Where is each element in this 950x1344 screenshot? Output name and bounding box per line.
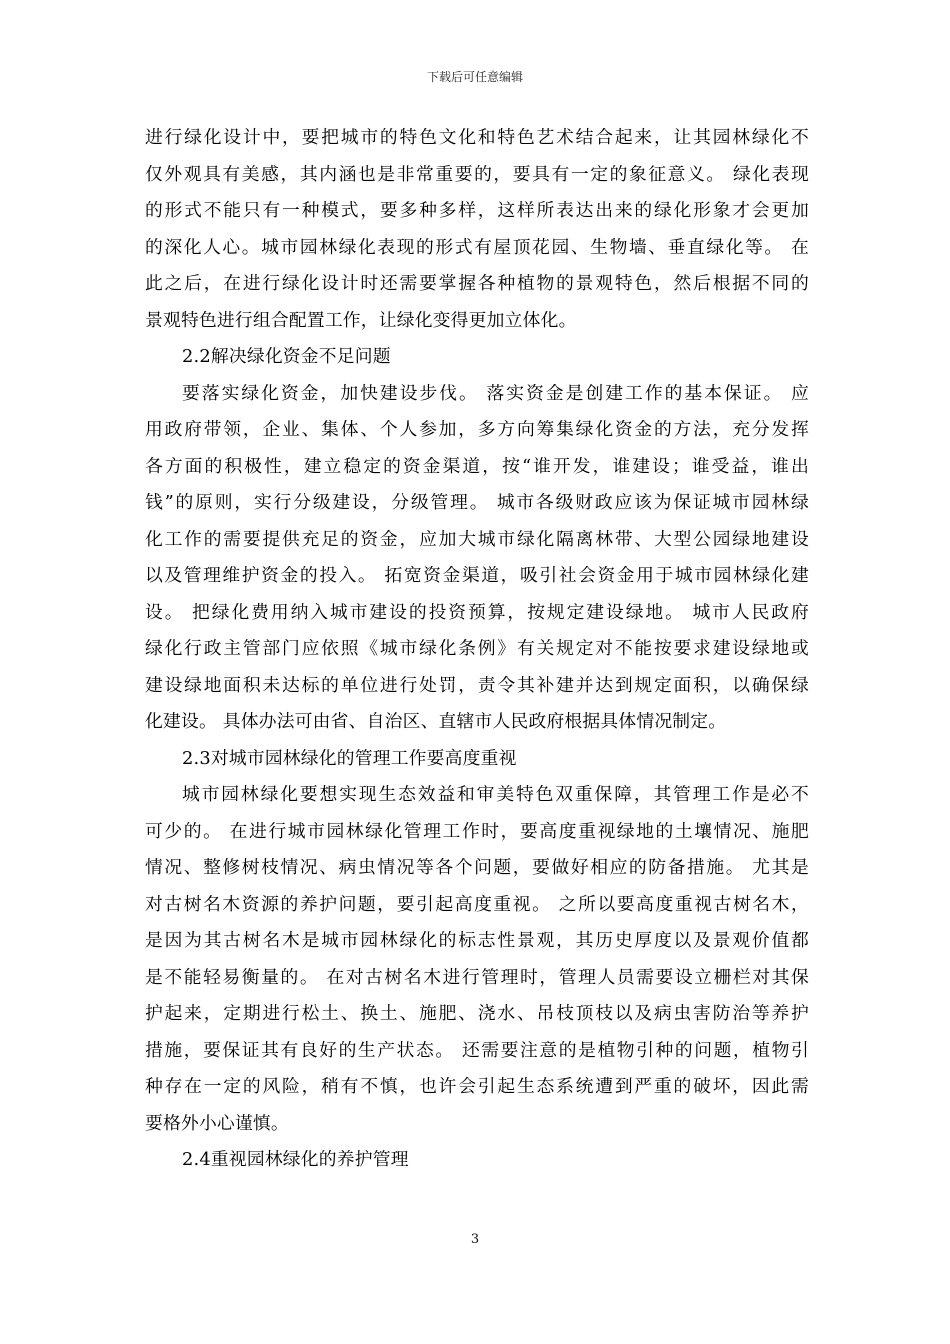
text-line: 化工作的需要提供充足的资金，应加大城市绿化隔离林带、大型公园绿地建设 bbox=[145, 528, 809, 550]
text-line: 是因为其古树名木是城市园林绿化的标志性景观，其历史厚度以及景观价值都 bbox=[145, 930, 809, 951]
header-note: 下载后可任意编辑 bbox=[426, 70, 523, 84]
text-line: 建设绿地面积未达标的单位进行处罚，责令其补建并达到规定面积，以确保绿 bbox=[145, 674, 809, 696]
text-line: 此之后，在进行绿化设计时还需要掌握各种植物的景观特色，然后根据不同的 bbox=[145, 273, 809, 294]
text-line: 设。 把绿化费用纳入城市建设的投资预算，按规定建设绿地。 城市人民政府 bbox=[145, 601, 809, 623]
text-line: 用政府带领，企业、集体、个人参加，多方向筹集绿化资金的方法，充分发挥 bbox=[145, 419, 809, 440]
body-text bbox=[145, 120, 809, 1179]
text-line: 以及管理维护资金的投入。 拓宽资金渠道，吸引社会资金用于城市园林绿化建 bbox=[145, 565, 809, 586]
text-line: 护起来，定期进行松土、换土、施肥、浇水、吊枝顶枝以及病虫害防治等养护 bbox=[145, 1003, 809, 1024]
text-line: 景观特色进行组合配置工作，让绿化变得更加立体化。 bbox=[145, 309, 577, 331]
text-line: 情况、整修树枝情况、病虫情况等各个问题，要做好相应的防备措施。 尤其是 bbox=[145, 857, 809, 878]
text-line: 城市园林绿化要想实现生态效益和审美特色双重保障，其管理工作是必不 bbox=[182, 784, 809, 805]
text-line: 的深化人心。城市园林绿化表现的形式有屋顶花园、生物墙、垂直绿化等。 在 bbox=[145, 236, 809, 258]
text-line: 种存在一定的风险，稍有不慎，也许会引起生态系统遭到严重的破坏，因此需 bbox=[145, 1076, 809, 1097]
text-line: 是不能轻易衡量的。 在对古树名木进行管理时，管理人员需要设立栅栏对其保 bbox=[145, 966, 809, 988]
text-line: 钱”的原则，实行分级建设，分级管理。 城市各级财政应该为保证城市园林绿 bbox=[145, 492, 809, 513]
section-heading-2-4: 2.4重视园林绿化的养护管理 bbox=[182, 1149, 409, 1170]
text-line: 要落实绿化资金，加快建设步伐。 落实资金是创建工作的基本保证。 应 bbox=[182, 382, 809, 404]
text-line: 仅外观具有美感，其内涵也是非常重要的，要具有一定的象征意义。 绿化表现 bbox=[145, 163, 809, 185]
text-line: 进行绿化设计中，要把城市的特色文化和特色艺术结合起来，让其园林绿化不 bbox=[145, 127, 809, 148]
section-heading-2-3: 2.3对城市园林绿化的管理工作要高度重视 bbox=[182, 747, 517, 769]
text-line: 各方面的积极性，建立稳定的资金渠道，按“谁开发，谁建设；谁受益，谁出 bbox=[145, 455, 809, 477]
text-line: 要格外小心谨慎。 bbox=[145, 1112, 289, 1134]
page-number: 3 bbox=[470, 1232, 480, 1247]
text-line: 对古树名木资源的养护问题，要引起高度重视。 之所以要高度重视古树名木， bbox=[145, 893, 809, 915]
section-heading-2-2: 2.2解决绿化资金不足问题 bbox=[182, 346, 391, 367]
text-line: 可少的。 在进行城市园林绿化管理工作时，要高度重视绿地的土壤情况、施肥 bbox=[145, 820, 809, 842]
text-line: 措施，要保证其有良好的生产状态。 还需要注意的是植物引种的问题，植物引 bbox=[145, 1039, 809, 1061]
text-line: 化建设。 具体办法可由省、自治区、直辖市人民政府根据具体情况制定。 bbox=[145, 711, 727, 732]
text-line: 绿化行政主管部门应依照《城市绿化条例》有关规定对不能按要求建设绿地或 bbox=[145, 638, 809, 659]
text-line: 的形式不能只有一种模式，要多种多样，这样所表达出来的绿化形象才会更加 bbox=[145, 200, 809, 221]
